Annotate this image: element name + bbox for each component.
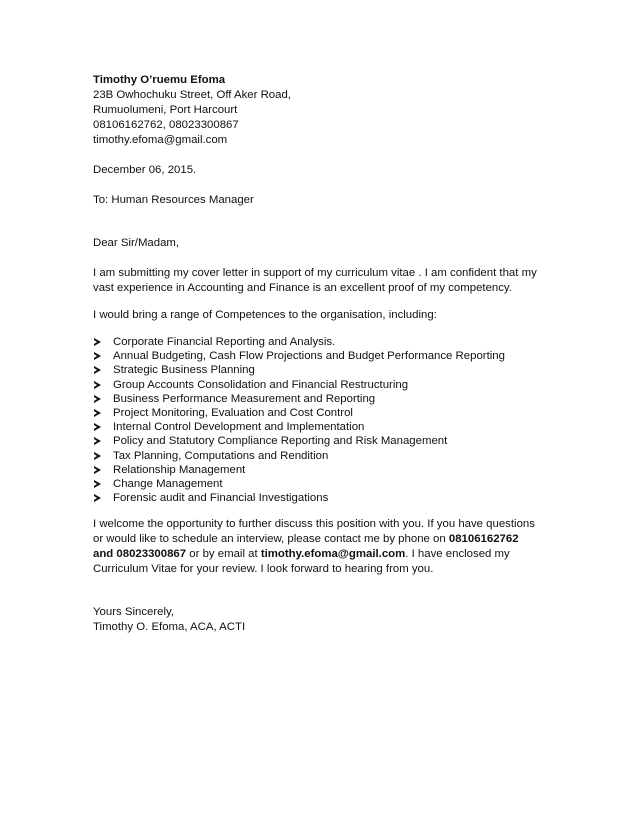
sender-block (93, 73, 563, 148)
contact-email: timothy.efoma@gmail.com (260, 548, 406, 561)
arrow-bullet-icon (94, 395, 101, 403)
arrow-bullet-icon (94, 338, 101, 346)
arrow-bullet-icon (94, 381, 101, 389)
arrow-bullet-icon (94, 480, 101, 488)
phone-secondary: and 08023300867 (93, 548, 187, 561)
sender-phones: 08106162762, 08023300867 (93, 119, 239, 131)
signature-name: Timothy O. Efoma, ACA, ACTI (93, 621, 246, 634)
phone-primary: 08106162762 (448, 533, 519, 546)
sender-address-line2: Rumuolumeni, Port Harcourt (93, 104, 238, 116)
competences-intro: I would bring a range of Competences to the organisation, including: (93, 309, 437, 321)
arrow-bullet-icon (94, 423, 101, 431)
list-item: Group Accounts Consolidation and Financial Restructuring (93, 378, 563, 392)
intro-paragraph (93, 266, 563, 296)
arrow-bullet-icon (94, 366, 101, 374)
sender-address-line1: 23B Owhochuku Street, Off Aker Road, (93, 89, 291, 101)
closing-paragraph (93, 517, 563, 577)
closing-line: Curriculum Vitae for your review. I look forward to hearing from you. (93, 563, 434, 576)
list-item: Annual Budgeting, Cash Flow Projections and Budget Performance Reporting (93, 349, 563, 363)
arrow-bullet-icon (94, 352, 101, 360)
list-item: Project Monitoring, Evaluation and Cost Control (93, 406, 563, 420)
sender-name: Timothy O’ruemu Efoma (93, 74, 226, 86)
arrow-bullet-icon (94, 466, 101, 474)
intro-line: vast experience in Accounting and Finance is an excellent proof of my competency. (93, 282, 512, 294)
list-item: Change Management (93, 477, 563, 491)
closing-line: and 08023300867 or by email at timothy.efoma@gmail.com. I have enclosed my (93, 548, 510, 561)
list-item: Policy and Statutory Compliance Reporting and Risk Management (93, 434, 563, 448)
list-item: Corporate Financial Reporting and Analysis. (93, 335, 563, 349)
list-item: Forensic audit and Financial Investigations (93, 491, 563, 505)
signoff: Yours Sincerely, (93, 606, 175, 619)
list-item: Strategic Business Planning (93, 363, 563, 377)
list-item: Business Performance Measurement and Reporting (93, 392, 563, 406)
recipient: To: Human Resources Manager (93, 194, 254, 206)
list-item: Internal Control Development and Implementation (93, 420, 563, 434)
closing-line: I welcome the opportunity to further discuss this position with you. If you have questions (93, 518, 535, 531)
letter-date: December 06, 2015. (93, 164, 197, 176)
cover-letter (93, 73, 563, 635)
salutation: Dear Sir/Madam, (93, 237, 180, 249)
list-item: Relationship Management (93, 463, 563, 477)
arrow-bullet-icon (94, 452, 101, 460)
sender-email: timothy.efoma@gmail.com (93, 134, 228, 146)
intro-line: I am submitting my cover letter in support of my curriculum vitae . I am confident that my (93, 267, 537, 279)
arrow-bullet-icon (94, 409, 101, 417)
competences-list (93, 335, 563, 505)
list-item: Tax Planning, Computations and Rendition (93, 449, 563, 463)
arrow-bullet-icon (94, 494, 101, 502)
arrow-bullet-icon (94, 437, 101, 445)
closing-line: or would like to schedule an interview, please contact me by phone on 08106162762 (93, 533, 519, 546)
